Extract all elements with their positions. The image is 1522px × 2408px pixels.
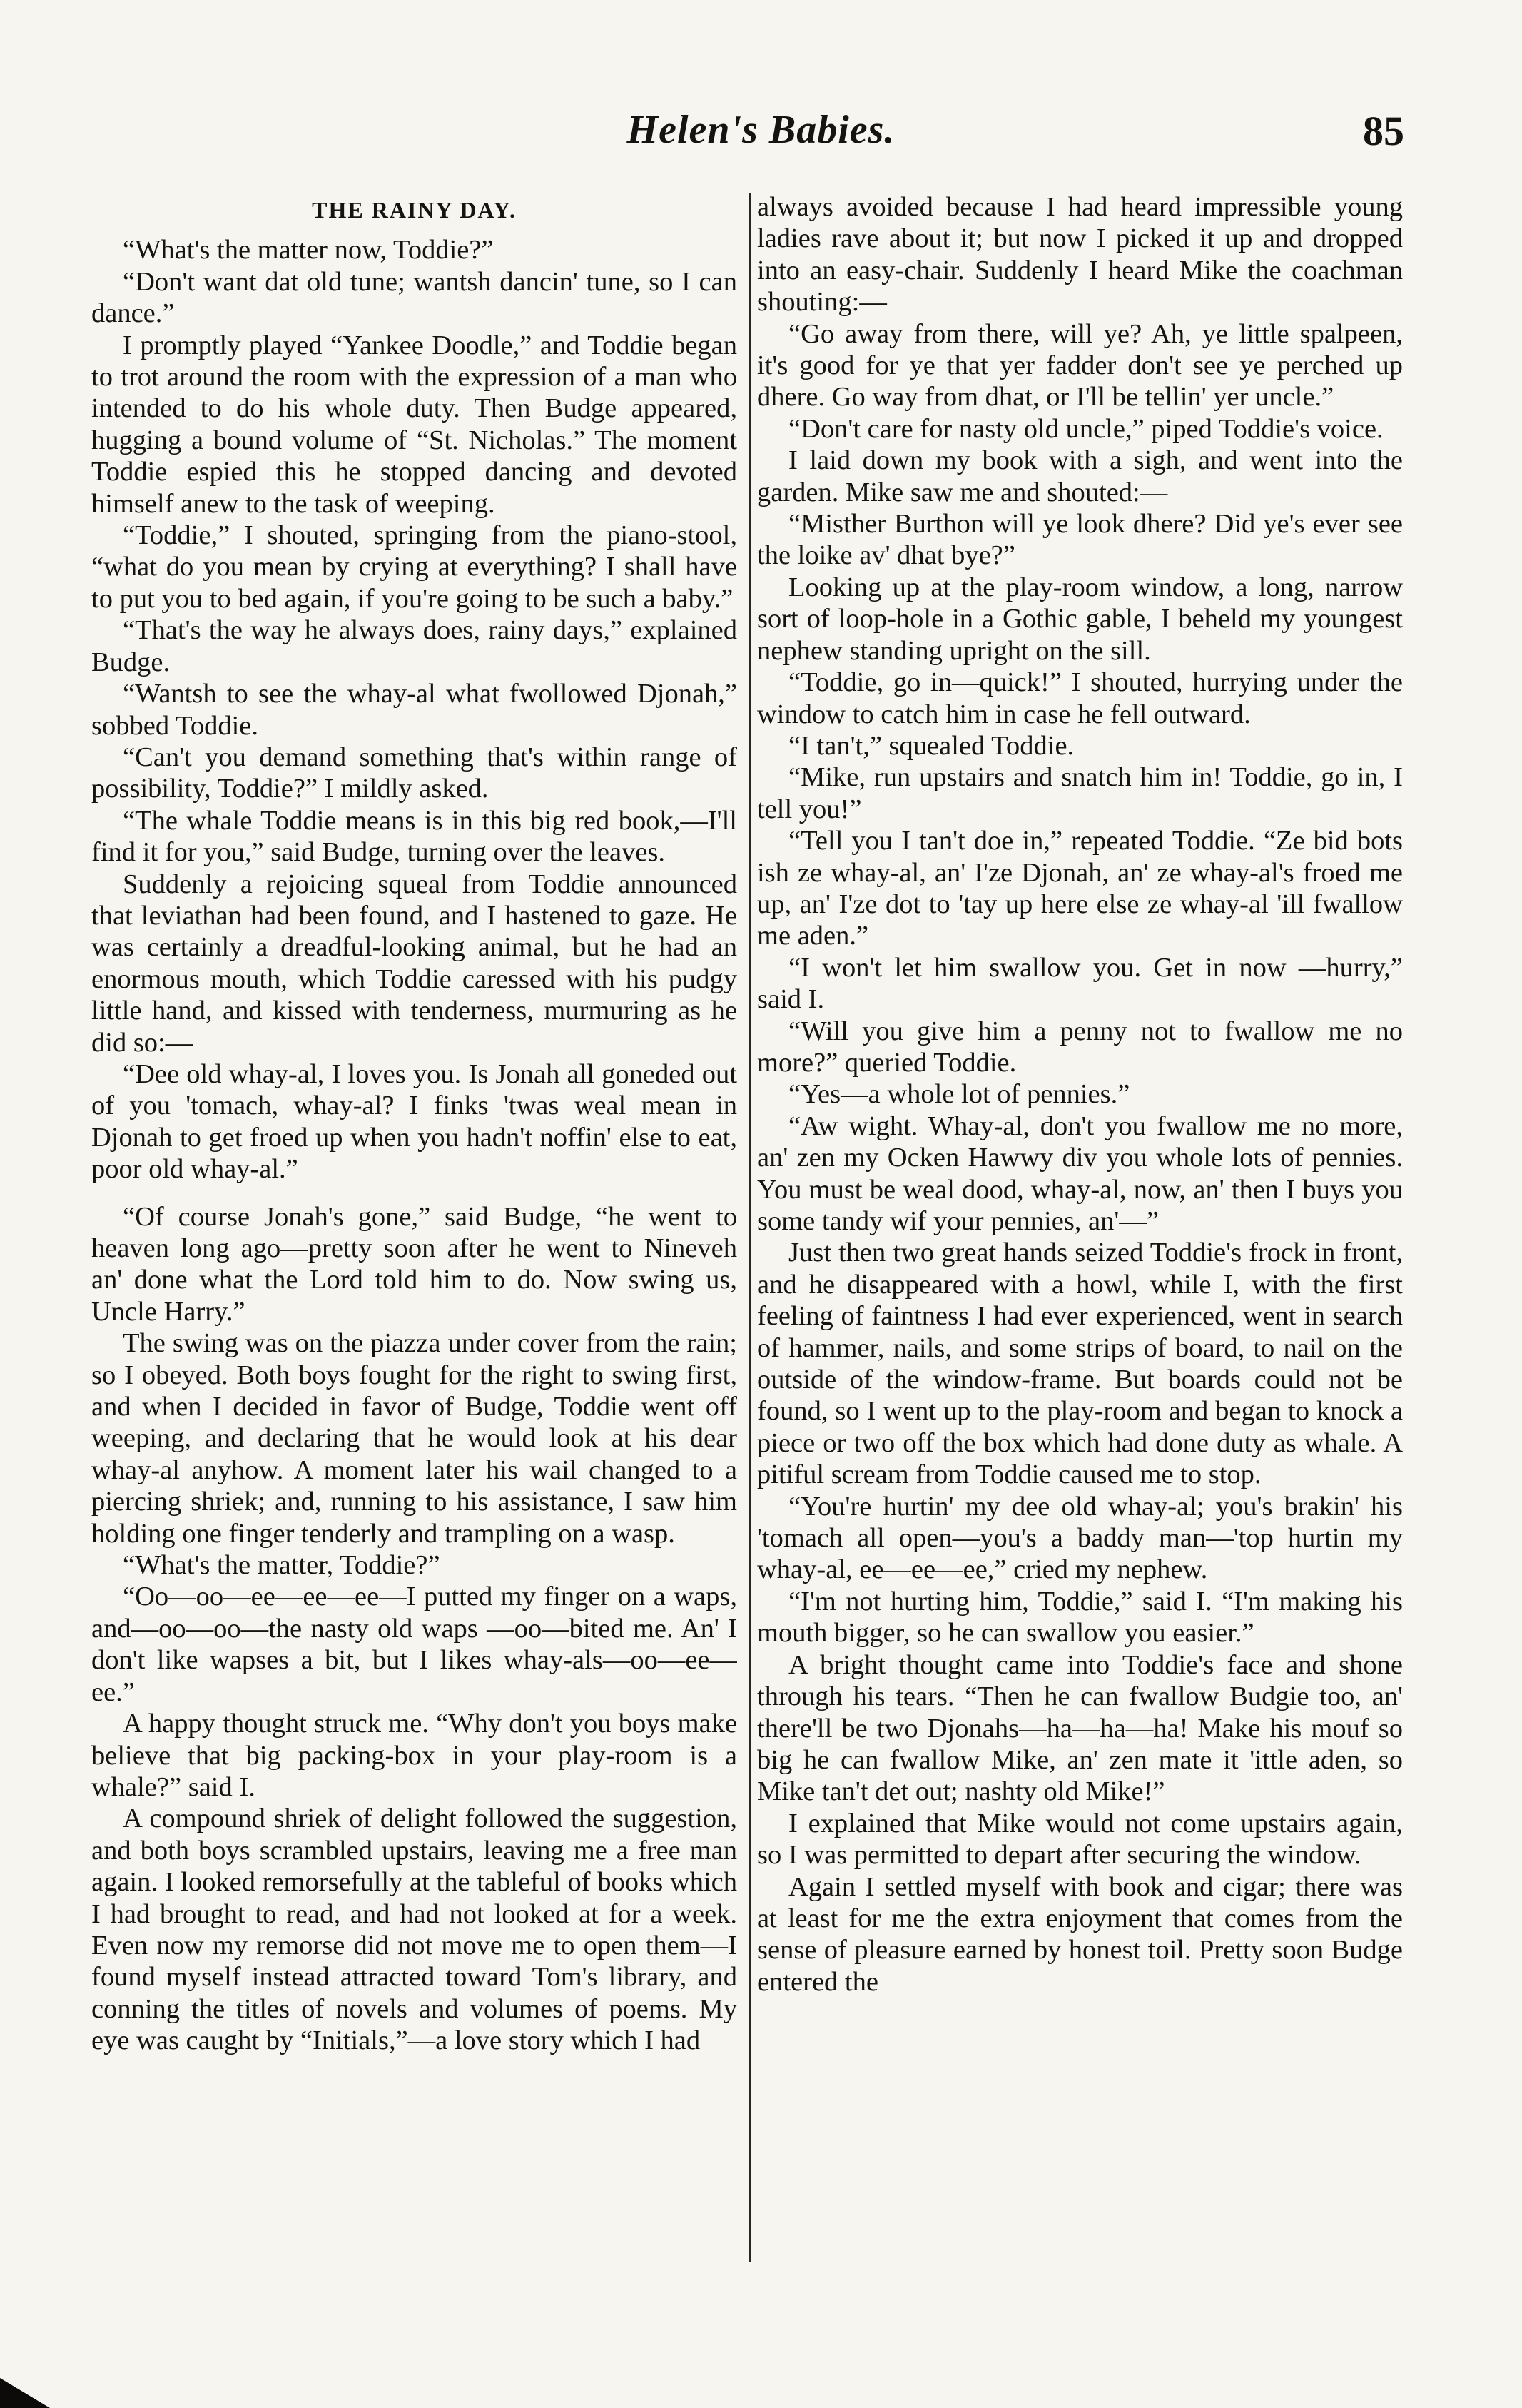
paragraph: “Of course Jonah's gone,” said Budge, “he went to heaven long ago—pretty soon after he went to Nineveh an' done what the Lord told him to do. Now swing us, Uncle Harry.”: [91, 1201, 737, 1327]
paragraph: “Misther Burthon will ye look dhere? Did ye's ever see the loike av' dhat bye?”: [757, 509, 1403, 571]
paragraph: “What's the matter, Toddie?”: [123, 1550, 440, 1581]
paragraph: “That's the way he always does, rainy days,” explained Budge.: [91, 615, 737, 677]
paragraph: I explained that Mike would not come upstairs again, so I was permitted to depart after securing the window.: [757, 1808, 1403, 1871]
paragraph: Again I settled myself with book and cigar; there was at least for me the extra enjoyment that comes from the sense of pleasure earned by honest toil. Pretty soon Budge entered the: [757, 1871, 1403, 1997]
paragraph: Just then two great hands seized Toddie's frock in front, and he disappeared with a howl, while I, with the first feeling of faintness I had ever experienced, went in search of hammer, nails, and some strips of board, to nail on the outside of the window-frame. But boards could not be found, so I went up to the play-room and began to knock a piece or two off the box which had done duty as whale. A pitiful scream from Toddie caused me to stop.: [757, 1238, 1403, 1490]
paragraph: “Oo—oo—ee—ee—ee—I putted my finger on a waps, and—oo—oo—the nasty old waps —oo—bited me. An' I don't like wapses a bit, but I likes whay-als—oo—ee—ee.”: [91, 1582, 737, 1707]
paragraph: “Wantsh to see the whay-al what fwollowed Djonah,” sobbed Toddie.: [91, 679, 737, 741]
paragraph: “What's the matter now, Toddie?”: [123, 235, 494, 265]
paragraph: “You're hurtin' my dee old whay-al; you's brakin' his 'tomach all open—you's a baddy man—'top hurtin my whay-al, ee—ee—ee,” cried my nephew.: [757, 1491, 1403, 1585]
paragraph: always avoided because I had heard impressible young ladies rave about it; but now I picked it up and dropped into an easy-chair. Suddenly I heard Mike the coachman shouting:—: [757, 192, 1403, 318]
paragraph: A happy thought struck me. “Why don't you boys make believe that big packing-box in your play-room is a whale?” said I.: [91, 1709, 737, 1802]
paragraph: “Toddie,” I shouted, springing from the piano-stool, “what do you mean by crying at everything? I shall have to put you to bed again, if you're going to be such a baby.”: [91, 520, 737, 614]
paragraph: “Mike, run upstairs and snatch him in! Toddie, go in, I tell you!”: [757, 762, 1403, 824]
paragraph: Suddenly a rejoicing squeal from Toddie announced that leviathan had been found, and I hastened to gaze. He was certainly a dreadful-looking animal, but he had an enormous mouth, which Toddie caressed with his pudgy little hand, and kissed with tenderness, murmuring as he did so:—: [91, 869, 737, 1058]
paragraph: “Go away from there, will ye? Ah, ye little spalpeen, it's good for ye that yer fadder don't see ye perched up dhere. Go way from dhat, or I'll be tellin' yer uncle.”: [757, 318, 1403, 413]
paragraph: “I'm not hurting him, Toddie,” said I. “I'm making his mouth bigger, so he can swallow you easier.”: [757, 1586, 1403, 1649]
running-title: Helen's Babies.: [626, 108, 896, 152]
paragraph: “Yes—a whole lot of pennies.”: [788, 1079, 1130, 1110]
paragraph: Looking up at the play-room window, a long, narrow sort of loop-hole in a Gothic gable, I beheld my youngest nephew standing upright on the sill.: [757, 572, 1403, 666]
paragraph: “Will you give him a penny not to fwallow me no more?” queried Toddie.: [757, 1016, 1403, 1078]
paragraph: “I won't let him swallow you. Get in now —hurry,” said I.: [757, 952, 1403, 1015]
paragraph: “Don't want dat old tune; wantsh dancin' tune, so I can dance.”: [91, 266, 737, 329]
paragraph: “Can't you demand something that's within range of possibility, Toddie?” I mildly asked.: [91, 742, 737, 804]
paragraph: The swing was on the piazza under cover from the rain; so I obeyed. Both boys fought for the right to swing first, and when I decided in favor of Budge, Toddie went off weeping, and declaring that he would look at his dear whay-al anyhow. A moment later his wail changed to a piercing shriek; and, running to his assistance, I saw him holding one finger tenderly and trampling on a wasp.: [91, 1328, 737, 1549]
page-header: [0, 107, 1522, 171]
paragraph: “The whale Toddie means is in this big red book,—I'll find it for you,” said Budge, turning over the leaves.: [91, 805, 737, 868]
page-corner-mark: [0, 2365, 50, 2408]
right-column: [757, 191, 1403, 2304]
paragraph: “Toddie, go in—quick!” I shouted, hurrying under the window to catch him in case he fell outward.: [757, 667, 1403, 729]
left-column: [91, 191, 737, 2304]
paragraph: “I tan't,” squealed Toddie.: [788, 730, 1075, 761]
paragraph: “Dee old whay-al, I loves you. Is Jonah all goneded out of you 'tomach, whay-al? I finks 'twas weal mean in Djonah to get froed up when you hadn't noffin' else to eat, poor old whay-al.”: [91, 1058, 737, 1185]
paragraph: I promptly played “Yankee Doodle,” and Toddie began to trot around the room with the expression of a man who intended to do his whole duty. Then Budge appeared, hugging a bound volume of “St. Nicholas.” The moment Toddie espied this he stopped dancing and devoted himself anew to the task of weeping.: [91, 330, 737, 519]
paragraph: “Tell you I tan't doe in,” repeated Toddie. “Ze bid bots ish ze whay-al, an' I'ze Djonah, an' ze whay-al's froed me up, an' I'ze dot to 'tay up here else ze whay-al 'ill fwallow me aden.”: [757, 826, 1403, 951]
page-number: 85: [1363, 108, 1404, 154]
column-divider: [749, 193, 751, 2262]
paragraph: A compound shriek of delight followed the suggestion, and both boys scrambled upstairs, leaving me a free man again. I looked remorsefully at the tableful of books which I had brought to read, and had not looked at for a week. Even now my remorse did not move me to open them—I found myself instead attracted toward Tom's library, and conning the titles of novels and volumes of poems. My eye was caught by “Initials,”—a love story which I had: [91, 1804, 737, 2056]
paragraph: “Aw wight. Whay-al, don't you fwallow me no more, an' zen my Ocken Hawwy div you whole lots of pennies. You must be weal dood, whay-al, now, an' then I buys you some tandy wif your pennies, an'—”: [757, 1111, 1403, 1236]
paragraph: “Don't care for nasty old uncle,” piped Toddie's voice.: [788, 413, 1384, 444]
paragraph: I laid down my book with a sigh, and went into the garden. Mike saw me and shouted:—: [757, 445, 1403, 507]
paragraph: A bright thought came into Toddie's face and shone through his tears. “Then he can fwallow Budgie too, an' there'll be two Djonahs—ha—ha—ha! Make his mouf so big he can fwallow Mike, an' zen mate it 'ittle aden, so Mike tan't det out; nashty old Mike!”: [757, 1649, 1403, 1807]
section-heading: THE RAINY DAY.: [312, 197, 517, 223]
